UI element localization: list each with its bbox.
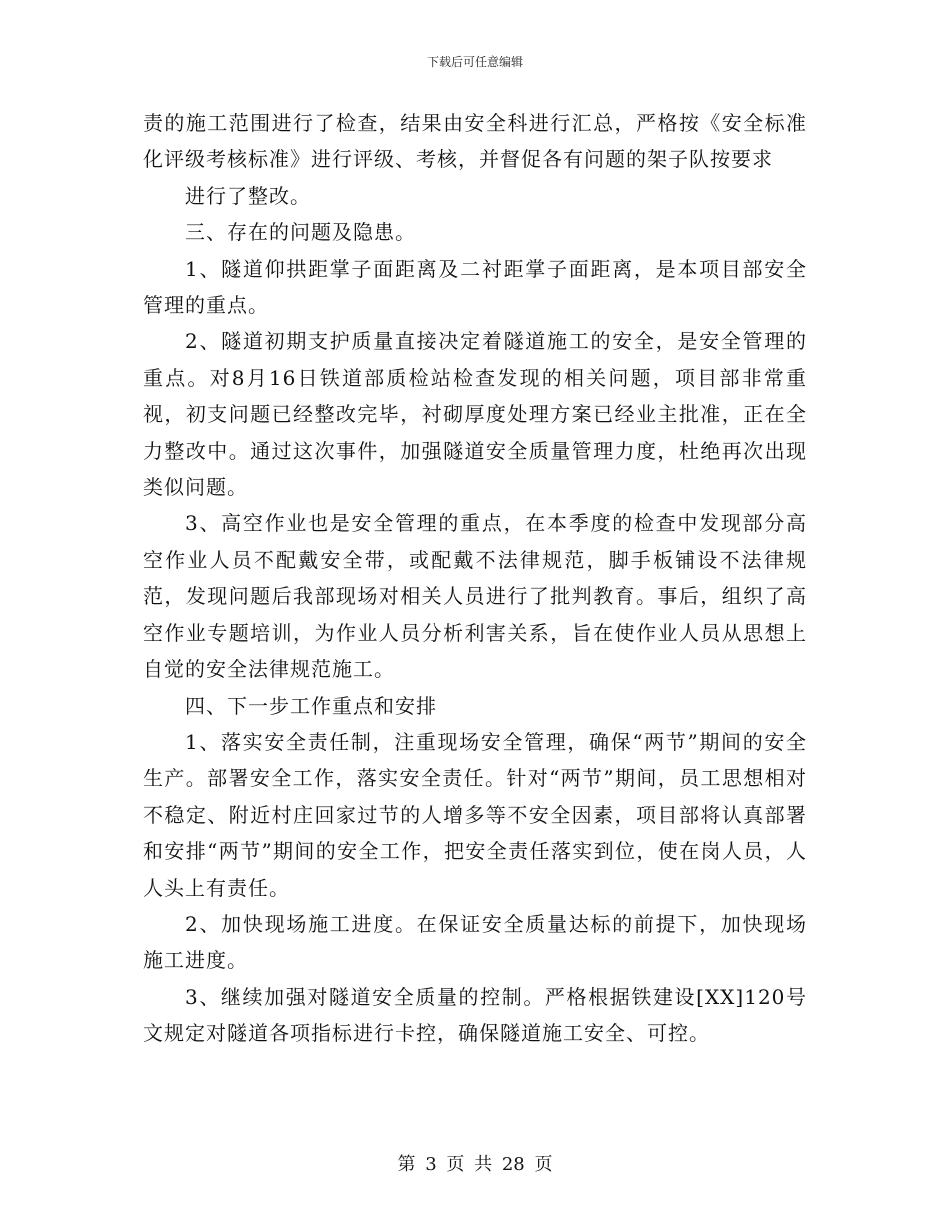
paragraph-problem-1: 1、隧道仰拱距掌子面距离及二衬距掌子面距离，是本项目部安全管理的重点。	[143, 256, 807, 318]
paragraph-problem-2: 2、隧道初期支护质量直接决定着隧道施工的安全，是安全管理的重点。对8月16日铁道部质检站检查发现的相关问题，项目部非常重视，初支问题已经整改完毕，衬砌厚度处理方案已经业主批准，正在全力整改中。通过这次事件，加强隧道安全质量管理力度，杜绝再次出现类似问题。	[143, 329, 807, 500]
paragraph-problem-3: 3、高空作业也是安全管理的重点，在本季度的检查中发现部分高空作业人员不配戴安全带，或配戴不法律规范，脚手板铺设不法律规范，发现问题后我部现场对相关人员进行了批判教育。事后，组织了高空作业专题培训，为作业人员分析利害关系，旨在使作业人员从思想上自觉的安全法律规范施工。	[143, 511, 807, 682]
paragraph-continuation: 责的施工范围进行了检查，结果由安全科进行汇总，严格按《安全标准化评级考核标准》进行评级、考核，并督促各有问题的架子队按要求	[143, 111, 807, 172]
paragraph-plan-1: 1、落实安全责任制，注重现场安全管理，确保“两节”期间的安全生产。部署安全工作，落实安全责任。针对“两节”期间，员工思想相对不稳定、附近村庄回家过节的人增多等不安全因素，项目部将认真部署和安排“两节”期间的安全工作，把安全责任落实到位，使在岗人员，人人头上有责任。	[143, 729, 807, 900]
page-header: 下载后可任意编辑	[426, 55, 523, 69]
paragraph-plan-3: 3、继续加强对隧道安全质量的控制。严格根据铁建设[XX]120号文规定对隧道各项指标进行卡控，确保隧道施工安全、可控。	[143, 984, 807, 1046]
section-heading-problems: 三、存在的问题及隐患。	[185, 220, 416, 245]
document-body	[143, 105, 807, 1052]
section-heading-next-steps: 四、下一步工作重点和安排	[185, 693, 437, 718]
paragraph-rectification: 进行了整改。	[185, 183, 311, 208]
paragraph-plan-2: 2、加快现场施工进度。在保证安全质量达标的前提下，加快现场施工进度。	[143, 911, 807, 973]
page-footer: 第 3 页 共 28 页	[397, 1154, 553, 1175]
